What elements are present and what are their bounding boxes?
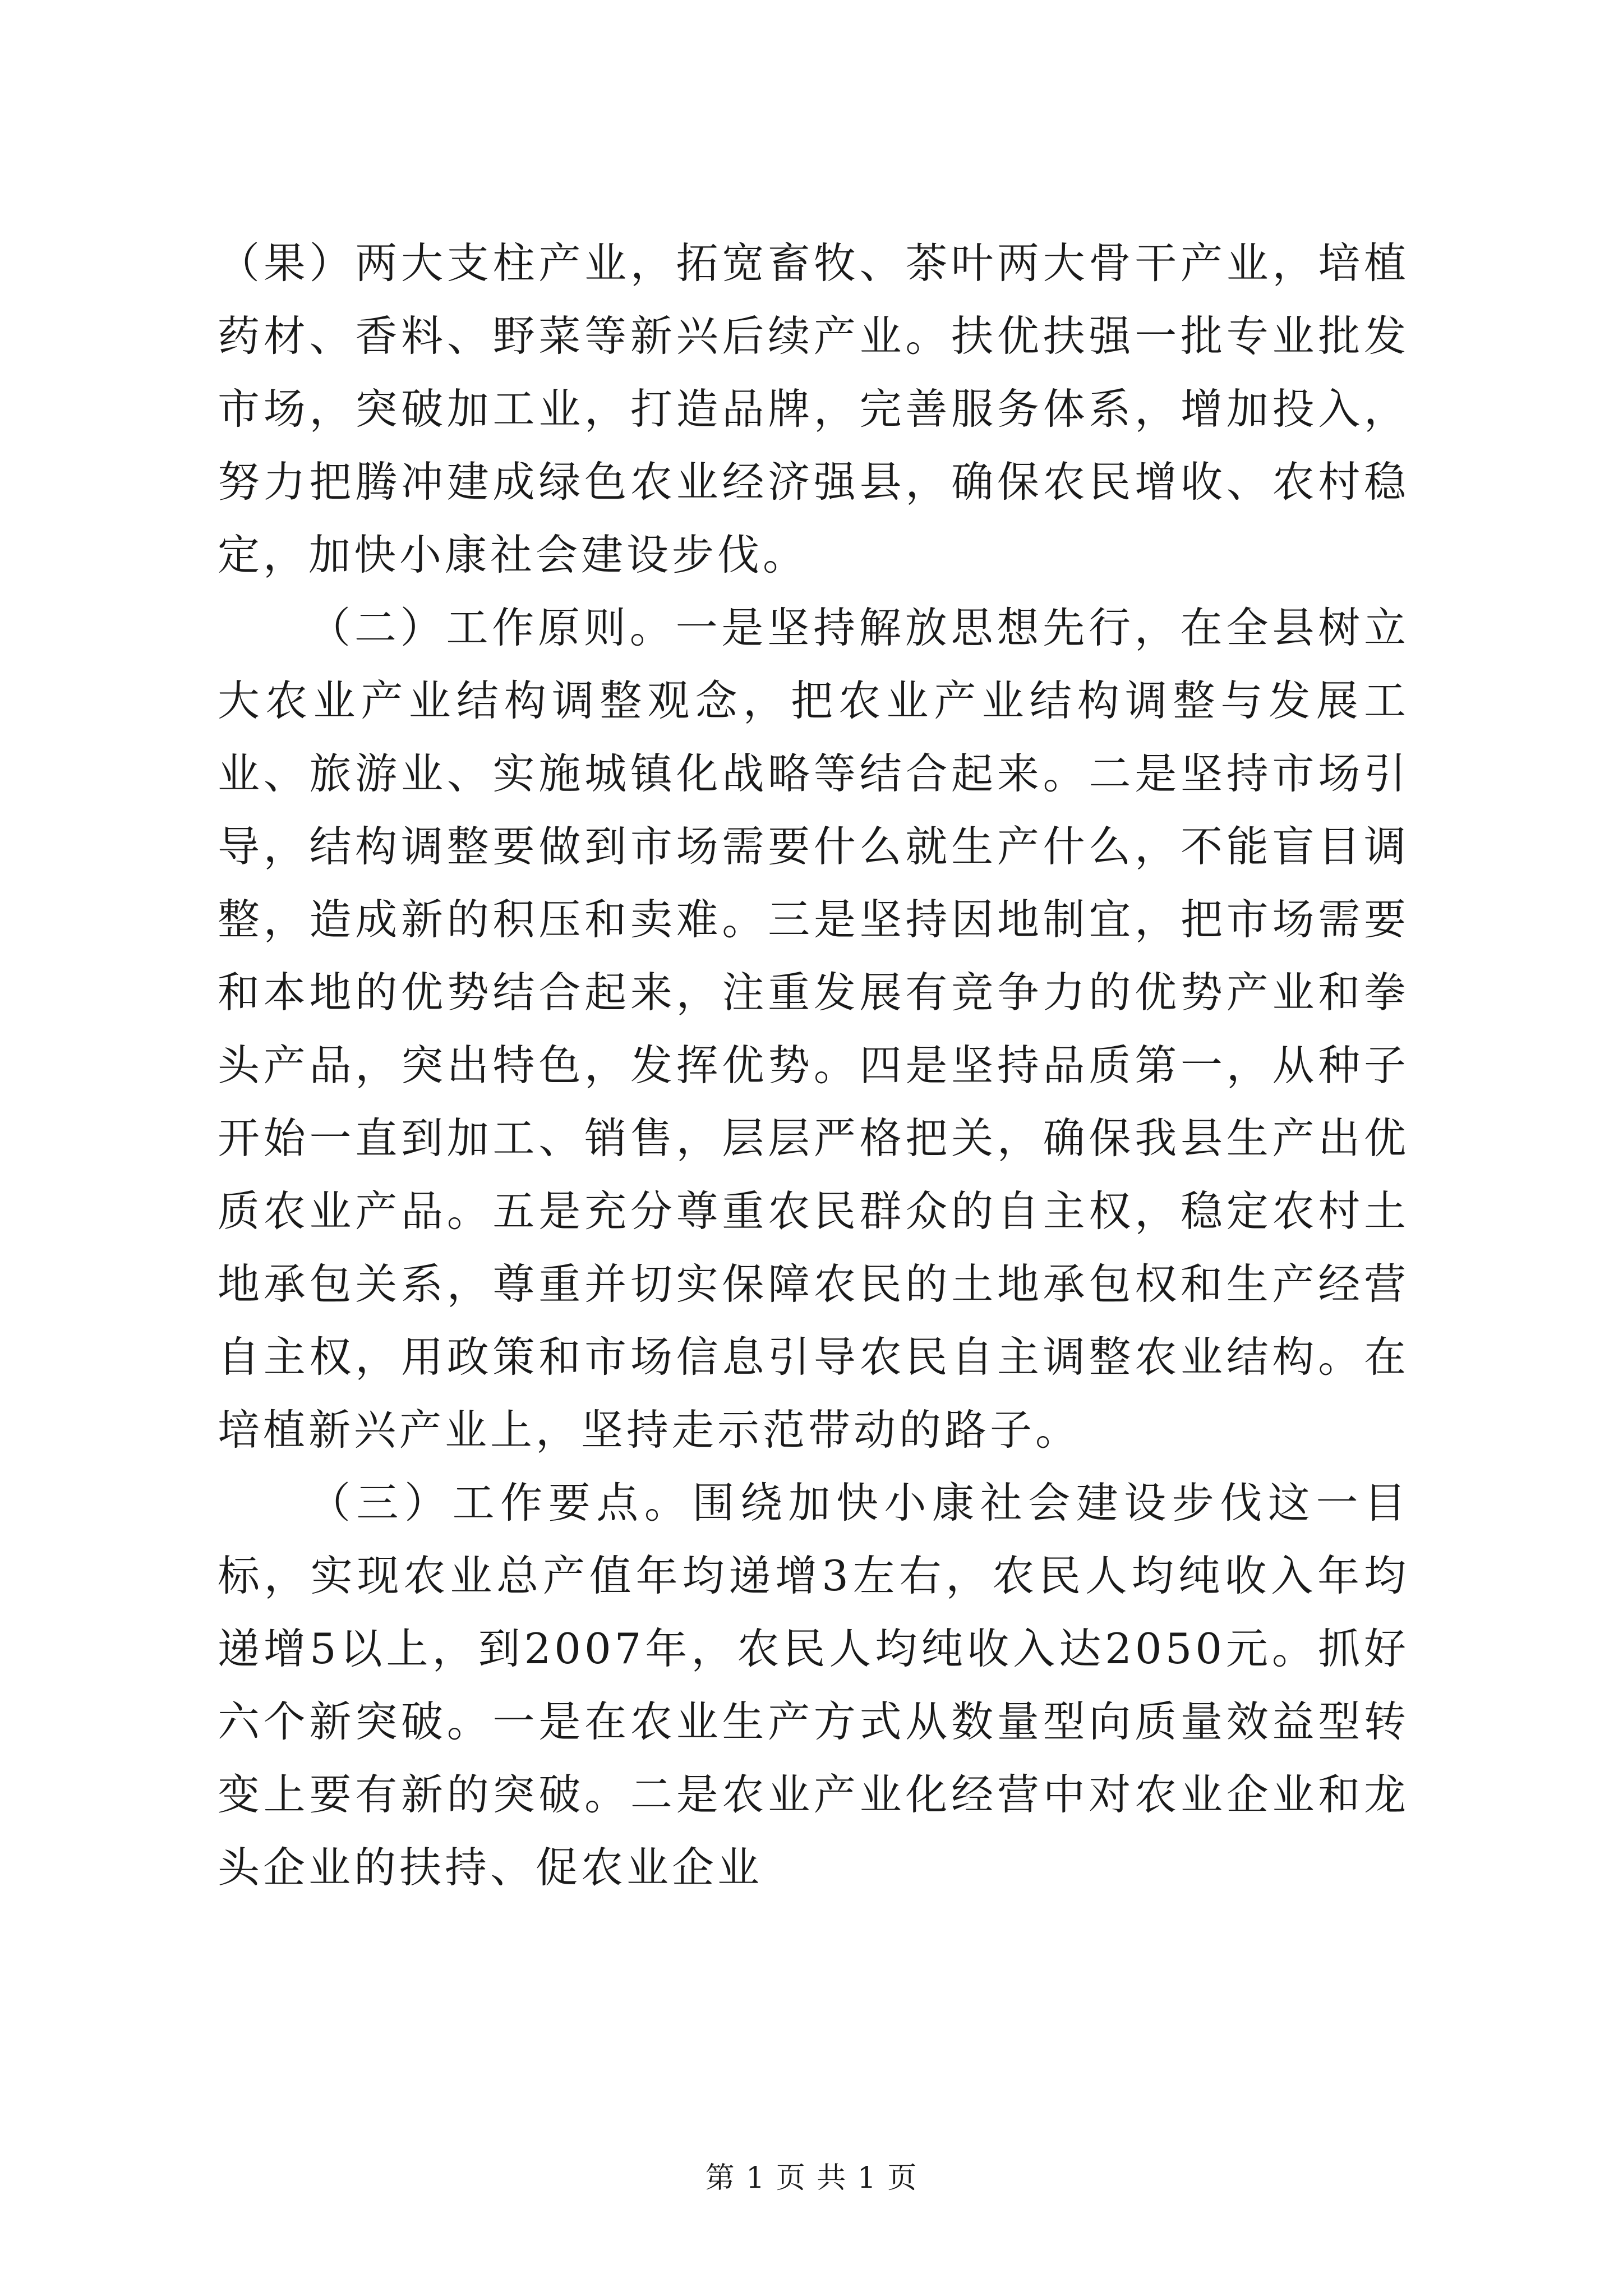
document-body — [218, 227, 1409, 1904]
paragraph-1: （果）两大支柱产业，拓宽畜牧、茶叶两大骨干产业，培植药材、香料、野菜等新兴后续产业。扶优扶强一批专业批发市场，突破加工业，打造品牌，完善服务体系，增加投入，努力把腾冲建成绿色农业经济强县，确保农民增收、农村稳定，加快小康社会建设步伐。 — [218, 238, 1409, 579]
paragraph-3: （三）工作要点。围绕加快小康社会建设步伐这一目标，实现农业总产值年均递增3左右，农民人均纯收入年均递增5以上，到2007年，农民人均纯收入达2050元。抓好六个新突破。一是在农业生产方式从数量型向质量效益型转变上要有新的突破。二是农业产业化经营中对农业企业和龙头企业的扶持、促农业企业 — [218, 1478, 1409, 1892]
paragraph-2: （二）工作原则。一是坚持解放思想先行，在全县树立大农业产业结构调整观念，把农业产业结构调整与发展工业、旅游业、实施城镇化战略等结合起来。二是坚持市场引导，结构调整要做到市场需要什么就生产什么，不能盲目调整，造成新的积压和卖难。三是坚持因地制宜，把市场需要和本地的优势结合起来，注重发展有竞争力的优势产业和拳头产品，突出特色，发挥优势。四是坚持品质第一，从种子开始一直到加工、销售，层层严格把关，确保我县生产出优质农业产品。五是充分尊重农民群众的自主权，稳定农村土地承包关系，尊重并切实保障农民的土地承包权和生产经营自主权，用政策和市场信息引导农民自主调整农业结构。在培植新兴产业上，坚持走示范带动的路子。 — [218, 603, 1409, 1455]
page-footer: 第 1 页 共 1 页 — [705, 2161, 918, 2195]
